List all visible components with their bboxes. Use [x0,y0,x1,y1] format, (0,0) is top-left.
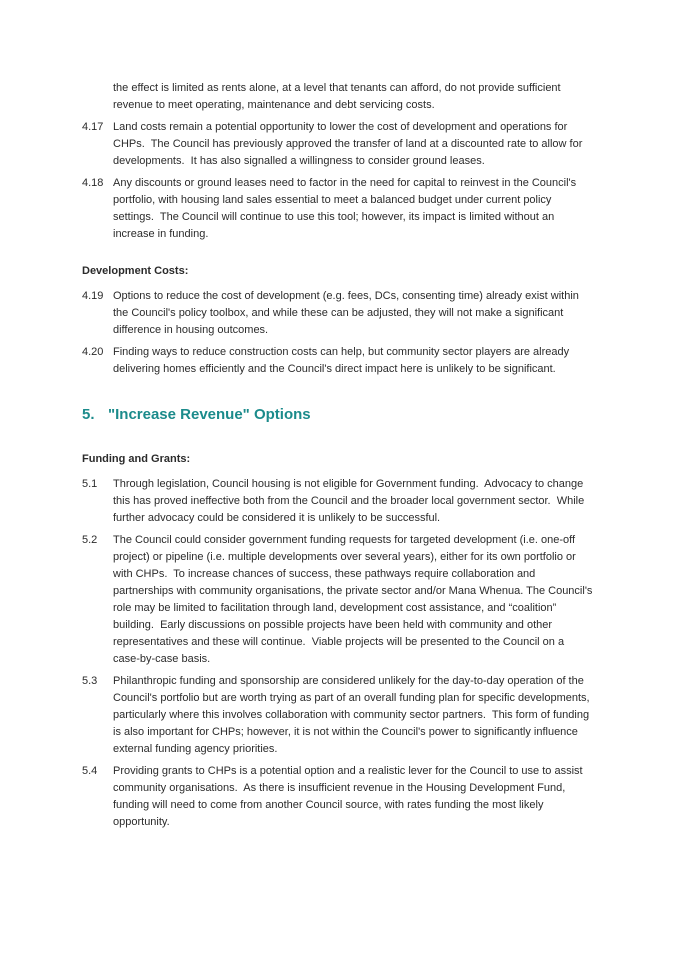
paragraph-text: Land costs remain a potential opportunity to lower the cost of development and operations for CHPs. The Council has previously approved the transfer of land at a discounted rate to allow for developments. It has also signalled a willingness to consider ground leases. [113,121,586,167]
paragraph-number: 5.4 [82,765,98,777]
numbered-paragraph-5-2 [82,532,596,668]
section-number: 5. [82,406,95,423]
subheading-development-costs: Development Costs: [82,265,189,277]
paragraph-text: Finding ways to reduce construction costs can help, but community sector players are already delivering homes efficiently and the Council's direct impact here is unlikely to be significant. [113,346,573,375]
numbered-paragraph-5-4 [82,763,593,831]
section-heading-increase-revenue-options [82,405,593,425]
numbered-paragraph-4-19 [82,288,593,339]
paragraph-continuation: the effect is limited as rents alone, at a level that tenants can afford, do not provide sufficient revenue to meet operating, maintenance and debt servicing costs. [113,82,564,111]
paragraph-number: 5.1 [82,478,98,490]
paragraph-number: 5.3 [82,675,98,687]
numbered-paragraph-4-17 [82,119,593,170]
paragraph-text: The Council could consider government funding requests for targeted development (i.e. one-off project) or pipeline (i.e. multiple developments over several years), either for its own portfolio or with CHPs. To increase chances of success, these pathways require collaboration and partnerships with community organisations, the private sector and/or Mana Whenua. The Council's role may be limited to facilitation through land, development cost assistance, and “coalition” building. Early discussions on possible projects have been held with community and other representatives and these will continue. Viable projects will be presented to the Council on a case-by-case basis. [113,534,596,665]
paragraph-text: Through legislation, Council housing is not eligible for Government funding. Advocacy to change this has proved ineffective both from the Council and the broader local government sector. While further advocacy could be considered it is unlikely to be successful. [113,478,588,524]
numbered-paragraph-4-18 [82,175,593,243]
section-title: "Increase Revenue" Options [108,406,311,423]
subheading-funding-and-grants: Funding and Grants: [82,453,191,465]
paragraph-number: 4.19 [82,290,104,302]
paragraph-text: Options to reduce the cost of development (e.g. fees, DCs, consenting time) already exist within the Council's policy toolbox, and while these can be adjusted, they will not make a significant difference in housing outcomes. [113,290,582,336]
paragraph-number: 4.17 [82,121,104,133]
numbered-paragraph-5-3 [82,673,593,758]
paragraph-number: 4.18 [82,177,104,189]
paragraph-number: 5.2 [82,534,98,546]
paragraph-text: Any discounts or ground leases need to factor in the need for capital to reinvest in the Council's portfolio, with housing land sales essential to meet a balanced budget under current policy settings. The Council will continue to use this tool; however, its impact is limited without an increase in funding. [113,177,580,240]
paragraph-text: Providing grants to CHPs is a potential option and a realistic lever for the Council to use to assist community organisations. As there is insufficient revenue in the Housing Development Fund, funding will need to come from another Council source, with rates funding the most likely opportunity. [113,765,586,828]
paragraph-text: Philanthropic funding and sponsorship are considered unlikely for the day-to-day operation of the Council's portfolio but are worth trying as part of an overall funding plan for specific developments, particularly where this involves collaboration with community sector partners. This form of funding is also important for CHPs; however, it is not within the Council's power to significantly influence external funding agency priorities. [113,675,593,755]
numbered-paragraph-5-1 [82,476,593,527]
numbered-paragraph-4-20 [82,344,593,378]
paragraph-number: 4.20 [82,346,104,358]
